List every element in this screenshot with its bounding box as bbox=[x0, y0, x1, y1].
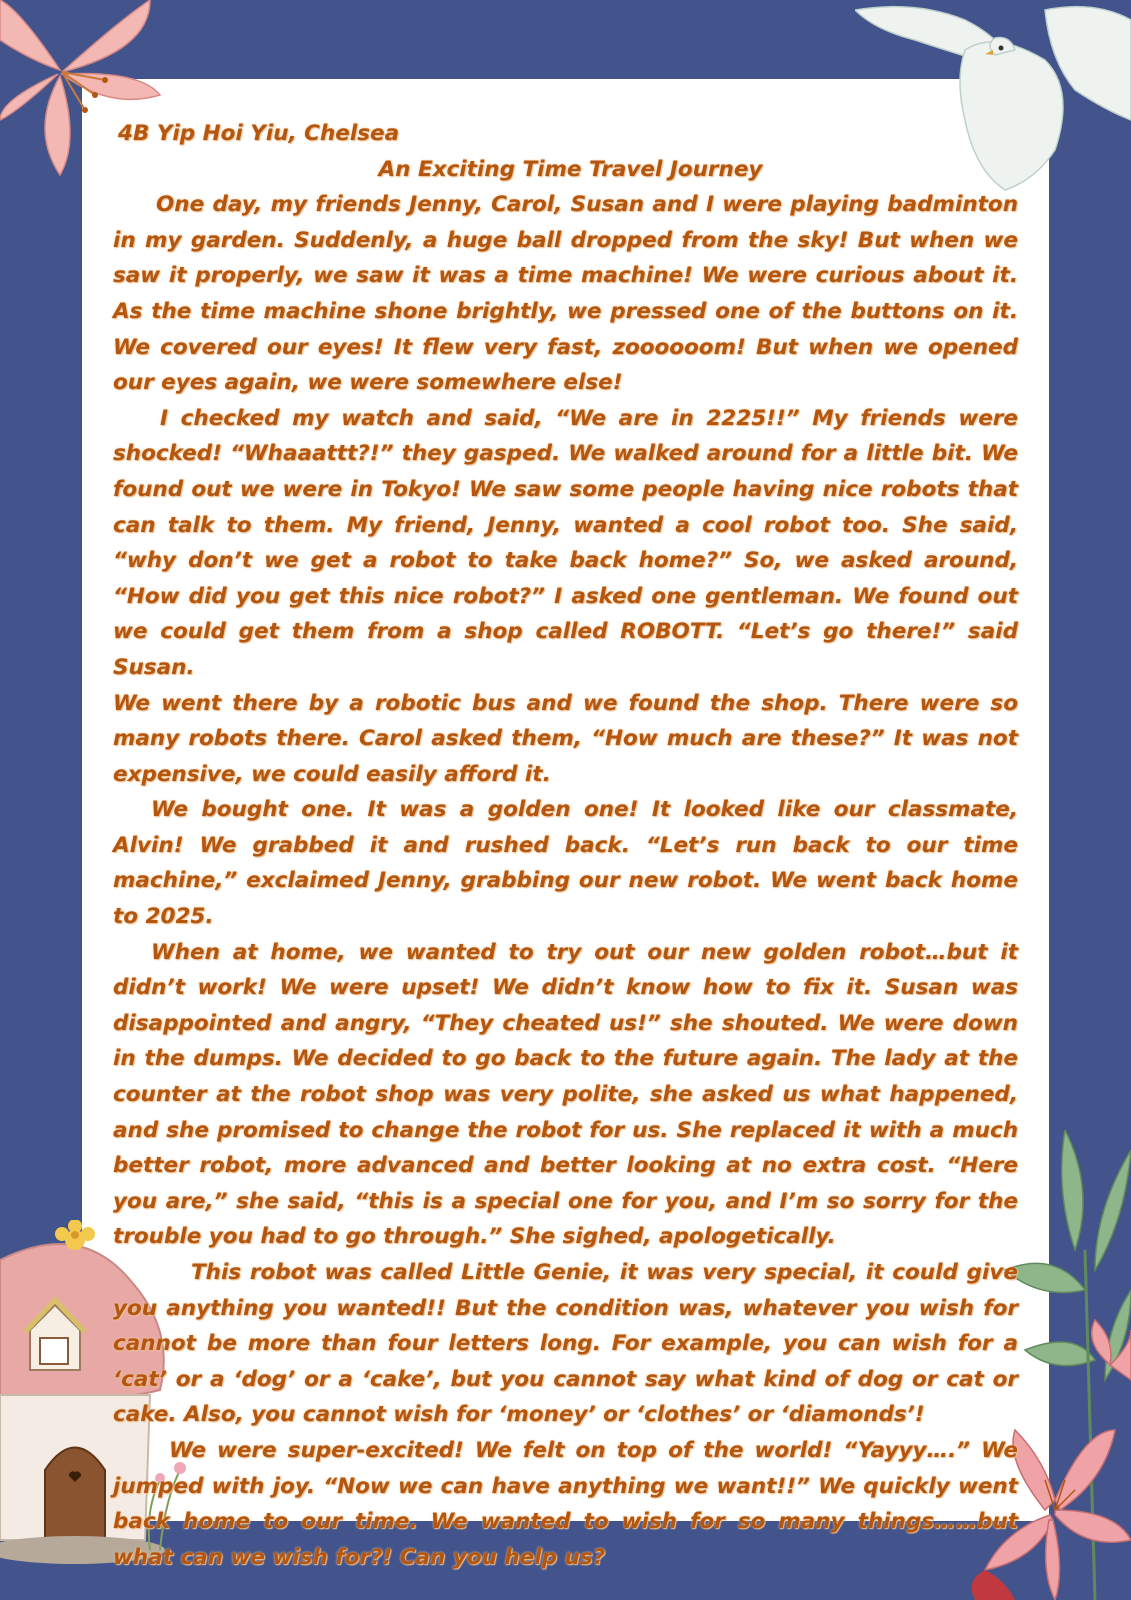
essay-title: An Exciting Time Travel Journey bbox=[378, 156, 763, 182]
paragraph-4: We bought one. It was a golden one! It looked like our classmate, Alvin! We grabbed it and rushed back. “Let’s run back to our time machine,” exclaimed Jenny, grabbing our new robot. We went back home to 2025. bbox=[113, 797, 1018, 930]
paragraph-3: We went there by a robotic bus and we found the shop. There were so many robots there. Carol asked them, “How much are these?” It was not expensive, we could easily afford it. bbox=[113, 690, 1018, 787]
paragraph-7: We were super-excited! We felt on top of the world! “Yayyy….” We jumped with joy. “Now we can have anything we want!!” We quickly went back home to our time. We wanted to wish for so many things……but what can we wish for?! Can you help us? bbox=[113, 1437, 1018, 1570]
author-line: 4B Yip Hoi Yiu, Chelsea bbox=[118, 121, 400, 146]
essay-body bbox=[113, 116, 1018, 1575]
paragraph-5: When at home, we wanted to try out our new golden robot…but it didn’t work! We were upset! We didn’t know how to fix it. Susan was disappointed and angry, “They cheated us!” she shouted. We were down in the dumps. We decided to go back to the future again. The lady at the counter at the robot shop was very polite, she asked us what happened, and she promised to change the robot for us. She replaced it with a much better robot, more advanced and better looking at no extra cost. “Here you are,” she said, “this is a special one for you, and I’m so sorry for the trouble you had to go through.” She sighed, apologetically. bbox=[113, 939, 1018, 1250]
paragraph-6: This robot was called Little Genie, it was very special, it could give you anything you wanted!! But the condition was, whatever you wish for cannot be more than four letters long. For example, you can wish for a ‘cat’ or a ‘dog’ or a ‘cake’, but you cannot say what kind of dog or cat or cake. Also, you cannot wish for ‘money’ or ‘clothes’ or ‘diamonds’! bbox=[113, 1260, 1018, 1428]
paragraph-1: One day, my friends Jenny, Carol, Susan and I were playing badminton in my garden. Suddenly, a huge ball dropped from the sky! But when we saw it properly, we saw it was a time machine! We were curious about it. As the time machine shone brightly, we pressed one of the buttons on it. We covered our eyes! It flew very fast, zoooooom! But when we opened our eyes again, we were somewhere else! bbox=[113, 192, 1018, 396]
paragraph-2: I checked my watch and said, “We are in 2225!!” My friends were shocked! “Whaaattt?!” they gasped. We walked around for a little bit. We found out we were in Tokyo! We saw some people having nice robots that can talk to them. My friend, Jenny, wanted a cool robot too. She said, “why don’t we get a robot to take back home?” So, we asked around, “How did you get this nice robot?” I asked one gentleman. We found out we could get them from a shop called ROBOTT. “Let’s go there!” said Susan. bbox=[113, 405, 1018, 680]
